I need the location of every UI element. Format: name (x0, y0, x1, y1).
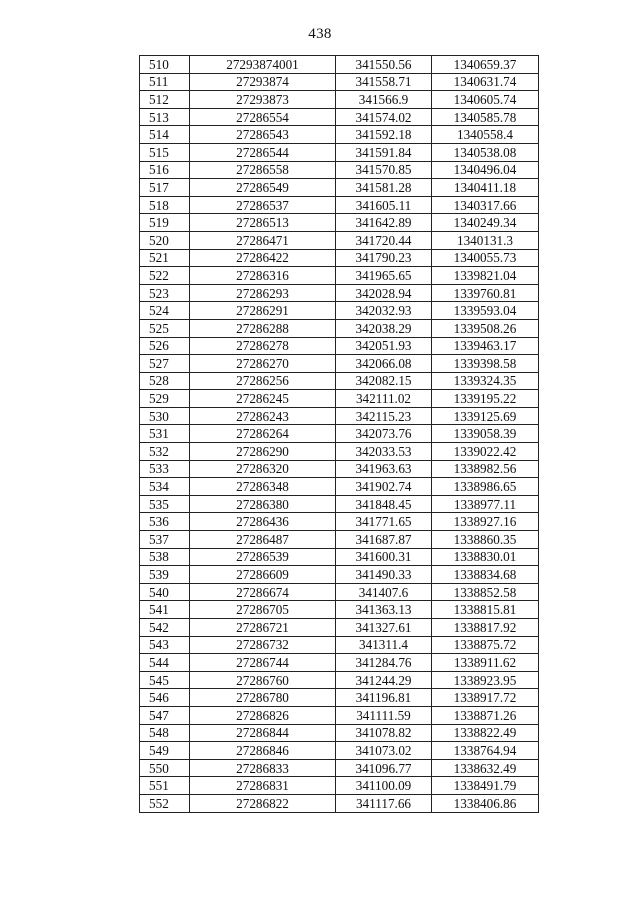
x-coordinate-cell: 341965.65 (336, 267, 432, 285)
x-coordinate-cell: 341848.45 (336, 495, 432, 513)
y-coordinate-cell: 1339593.04 (432, 302, 539, 320)
y-coordinate-cell: 1339760.81 (432, 284, 539, 302)
point-id-cell: 27286380 (190, 495, 336, 513)
table-row (140, 619, 539, 637)
row-number-cell: 513 (140, 108, 190, 126)
y-coordinate-cell: 1340605.74 (432, 91, 539, 109)
point-id-cell: 27286316 (190, 267, 336, 285)
x-coordinate-cell: 341117.66 (336, 794, 432, 812)
x-coordinate-cell: 341284.76 (336, 654, 432, 672)
table-row (140, 231, 539, 249)
x-coordinate-cell: 341642.89 (336, 214, 432, 232)
table-row (140, 460, 539, 478)
x-coordinate-cell: 341244.29 (336, 671, 432, 689)
table-row (140, 196, 539, 214)
x-coordinate-cell: 341687.87 (336, 531, 432, 549)
point-id-cell: 27286264 (190, 425, 336, 443)
table-row (140, 601, 539, 619)
x-coordinate-cell: 341570.85 (336, 161, 432, 179)
point-id-cell: 27286270 (190, 355, 336, 373)
table-row (140, 495, 539, 513)
row-number-cell: 532 (140, 443, 190, 461)
y-coordinate-cell: 1338927.16 (432, 513, 539, 531)
point-id-cell: 27286245 (190, 390, 336, 408)
x-coordinate-cell: 341078.82 (336, 724, 432, 742)
table-row (140, 742, 539, 760)
point-id-cell: 27286831 (190, 777, 336, 795)
row-number-cell: 524 (140, 302, 190, 320)
row-number-cell: 545 (140, 671, 190, 689)
row-number-cell: 552 (140, 794, 190, 812)
point-id-cell: 27286732 (190, 636, 336, 654)
point-id-cell: 27286320 (190, 460, 336, 478)
point-id-cell: 27286513 (190, 214, 336, 232)
table-row (140, 73, 539, 91)
y-coordinate-cell: 1339195.22 (432, 390, 539, 408)
row-number-cell: 550 (140, 759, 190, 777)
point-id-cell: 27286822 (190, 794, 336, 812)
y-coordinate-cell: 1339398.58 (432, 355, 539, 373)
table-row (140, 689, 539, 707)
point-id-cell: 27286674 (190, 583, 336, 601)
row-number-cell: 530 (140, 407, 190, 425)
point-id-cell: 27286243 (190, 407, 336, 425)
y-coordinate-cell: 1338860.35 (432, 531, 539, 549)
table-row (140, 724, 539, 742)
point-id-cell: 27286278 (190, 337, 336, 355)
table-row (140, 56, 539, 74)
point-id-cell: 27286436 (190, 513, 336, 531)
point-id-cell: 27286290 (190, 443, 336, 461)
table-row (140, 91, 539, 109)
point-id-cell: 27293874001 (190, 56, 336, 74)
row-number-cell: 512 (140, 91, 190, 109)
point-id-cell: 27286539 (190, 548, 336, 566)
table-row (140, 478, 539, 496)
y-coordinate-cell: 1339463.17 (432, 337, 539, 355)
row-number-cell: 526 (140, 337, 190, 355)
row-number-cell: 549 (140, 742, 190, 760)
point-id-cell: 27286744 (190, 654, 336, 672)
point-id-cell: 27286558 (190, 161, 336, 179)
y-coordinate-cell: 1338923.95 (432, 671, 539, 689)
y-coordinate-cell: 1340249.34 (432, 214, 539, 232)
x-coordinate-cell: 341591.84 (336, 143, 432, 161)
y-coordinate-cell: 1338491.79 (432, 777, 539, 795)
point-id-cell: 27293874 (190, 73, 336, 91)
row-number-cell: 546 (140, 689, 190, 707)
y-coordinate-cell: 1338815.81 (432, 601, 539, 619)
y-coordinate-cell: 1340496.04 (432, 161, 539, 179)
y-coordinate-cell: 1338911.62 (432, 654, 539, 672)
x-coordinate-cell: 342111.02 (336, 390, 432, 408)
row-number-cell: 542 (140, 619, 190, 637)
x-coordinate-cell: 341196.81 (336, 689, 432, 707)
table-row (140, 108, 539, 126)
y-coordinate-cell: 1338822.49 (432, 724, 539, 742)
row-number-cell: 522 (140, 267, 190, 285)
x-coordinate-cell: 341605.11 (336, 196, 432, 214)
x-coordinate-cell: 341096.77 (336, 759, 432, 777)
row-number-cell: 538 (140, 548, 190, 566)
table-row (140, 249, 539, 267)
table-row (140, 372, 539, 390)
table-row (140, 302, 539, 320)
row-number-cell: 537 (140, 531, 190, 549)
row-number-cell: 517 (140, 179, 190, 197)
table-row (140, 214, 539, 232)
row-number-cell: 520 (140, 231, 190, 249)
y-coordinate-cell: 1339058.39 (432, 425, 539, 443)
row-number-cell: 543 (140, 636, 190, 654)
x-coordinate-cell: 341720.44 (336, 231, 432, 249)
y-coordinate-cell: 1340585.78 (432, 108, 539, 126)
row-number-cell: 536 (140, 513, 190, 531)
y-coordinate-cell: 1338632.49 (432, 759, 539, 777)
table-row (140, 425, 539, 443)
y-coordinate-cell: 1340631.74 (432, 73, 539, 91)
table-row (140, 355, 539, 373)
table-row (140, 179, 539, 197)
row-number-cell: 541 (140, 601, 190, 619)
y-coordinate-cell: 1339125.69 (432, 407, 539, 425)
row-number-cell: 527 (140, 355, 190, 373)
y-coordinate-cell: 1338852.58 (432, 583, 539, 601)
y-coordinate-cell: 1338871.26 (432, 706, 539, 724)
x-coordinate-cell: 341550.56 (336, 56, 432, 74)
x-coordinate-cell: 341566.9 (336, 91, 432, 109)
row-number-cell: 540 (140, 583, 190, 601)
table-row (140, 654, 539, 672)
point-id-cell: 27293873 (190, 91, 336, 109)
x-coordinate-cell: 341790.23 (336, 249, 432, 267)
x-coordinate-cell: 341311.4 (336, 636, 432, 654)
table-row (140, 531, 539, 549)
row-number-cell: 514 (140, 126, 190, 144)
point-id-cell: 27286833 (190, 759, 336, 777)
row-number-cell: 511 (140, 73, 190, 91)
row-number-cell: 516 (140, 161, 190, 179)
row-number-cell: 548 (140, 724, 190, 742)
row-number-cell: 515 (140, 143, 190, 161)
x-coordinate-cell: 342038.29 (336, 319, 432, 337)
y-coordinate-cell: 1340411.18 (432, 179, 539, 197)
x-coordinate-cell: 342028.94 (336, 284, 432, 302)
coordinates-table (139, 55, 539, 813)
y-coordinate-cell: 1338764.94 (432, 742, 539, 760)
point-id-cell: 27286705 (190, 601, 336, 619)
table-row (140, 548, 539, 566)
point-id-cell: 27286549 (190, 179, 336, 197)
x-coordinate-cell: 341574.02 (336, 108, 432, 126)
table-row (140, 671, 539, 689)
point-id-cell: 27286844 (190, 724, 336, 742)
y-coordinate-cell: 1340659.37 (432, 56, 539, 74)
table-row (140, 319, 539, 337)
row-number-cell: 533 (140, 460, 190, 478)
y-coordinate-cell: 1338917.72 (432, 689, 539, 707)
point-id-cell: 27286471 (190, 231, 336, 249)
y-coordinate-cell: 1338834.68 (432, 566, 539, 584)
table-row (140, 161, 539, 179)
point-id-cell: 27286544 (190, 143, 336, 161)
table-row (140, 513, 539, 531)
x-coordinate-cell: 341963.63 (336, 460, 432, 478)
y-coordinate-cell: 1338817.92 (432, 619, 539, 637)
table-body (140, 56, 539, 813)
row-number-cell: 528 (140, 372, 190, 390)
row-number-cell: 525 (140, 319, 190, 337)
x-coordinate-cell: 341363.13 (336, 601, 432, 619)
x-coordinate-cell: 341581.28 (336, 179, 432, 197)
point-id-cell: 27286609 (190, 566, 336, 584)
table-row (140, 777, 539, 795)
point-id-cell: 27286543 (190, 126, 336, 144)
row-number-cell: 534 (140, 478, 190, 496)
x-coordinate-cell: 341327.61 (336, 619, 432, 637)
y-coordinate-cell: 1339022.42 (432, 443, 539, 461)
y-coordinate-cell: 1340131.3 (432, 231, 539, 249)
y-coordinate-cell: 1340317.66 (432, 196, 539, 214)
x-coordinate-cell: 341111.59 (336, 706, 432, 724)
row-number-cell: 531 (140, 425, 190, 443)
row-number-cell: 521 (140, 249, 190, 267)
row-number-cell: 529 (140, 390, 190, 408)
row-number-cell: 544 (140, 654, 190, 672)
x-coordinate-cell: 341490.33 (336, 566, 432, 584)
y-coordinate-cell: 1340558.4 (432, 126, 539, 144)
table-row (140, 337, 539, 355)
point-id-cell: 27286760 (190, 671, 336, 689)
row-number-cell: 523 (140, 284, 190, 302)
x-coordinate-cell: 341407.6 (336, 583, 432, 601)
row-number-cell: 510 (140, 56, 190, 74)
page-number: 438 (308, 26, 332, 42)
x-coordinate-cell: 341073.02 (336, 742, 432, 760)
y-coordinate-cell: 1339821.04 (432, 267, 539, 285)
table-row (140, 636, 539, 654)
table-row (140, 583, 539, 601)
y-coordinate-cell: 1340538.08 (432, 143, 539, 161)
y-coordinate-cell: 1339324.35 (432, 372, 539, 390)
table-row (140, 706, 539, 724)
y-coordinate-cell: 1340055.73 (432, 249, 539, 267)
table-row (140, 566, 539, 584)
table-row (140, 794, 539, 812)
table-row (140, 390, 539, 408)
x-coordinate-cell: 342115.23 (336, 407, 432, 425)
point-id-cell: 27286554 (190, 108, 336, 126)
row-number-cell: 519 (140, 214, 190, 232)
y-coordinate-cell: 1338875.72 (432, 636, 539, 654)
table-row (140, 267, 539, 285)
point-id-cell: 27286293 (190, 284, 336, 302)
row-number-cell: 518 (140, 196, 190, 214)
x-coordinate-cell: 342033.53 (336, 443, 432, 461)
x-coordinate-cell: 341592.18 (336, 126, 432, 144)
row-number-cell: 547 (140, 706, 190, 724)
table-row (140, 126, 539, 144)
point-id-cell: 27286348 (190, 478, 336, 496)
x-coordinate-cell: 342032.93 (336, 302, 432, 320)
point-id-cell: 27286487 (190, 531, 336, 549)
row-number-cell: 539 (140, 566, 190, 584)
x-coordinate-cell: 341902.74 (336, 478, 432, 496)
point-id-cell: 27286846 (190, 742, 336, 760)
x-coordinate-cell: 341771.65 (336, 513, 432, 531)
point-id-cell: 27286291 (190, 302, 336, 320)
y-coordinate-cell: 1338982.56 (432, 460, 539, 478)
x-coordinate-cell: 342066.08 (336, 355, 432, 373)
x-coordinate-cell: 342051.93 (336, 337, 432, 355)
x-coordinate-cell: 342082.15 (336, 372, 432, 390)
point-id-cell: 27286537 (190, 196, 336, 214)
x-coordinate-cell: 341558.71 (336, 73, 432, 91)
y-coordinate-cell: 1338406.86 (432, 794, 539, 812)
y-coordinate-cell: 1338830.01 (432, 548, 539, 566)
row-number-cell: 551 (140, 777, 190, 795)
row-number-cell: 535 (140, 495, 190, 513)
table-row (140, 143, 539, 161)
point-id-cell: 27286422 (190, 249, 336, 267)
x-coordinate-cell: 342073.76 (336, 425, 432, 443)
point-id-cell: 27286826 (190, 706, 336, 724)
table-row (140, 284, 539, 302)
point-id-cell: 27286780 (190, 689, 336, 707)
y-coordinate-cell: 1338986.65 (432, 478, 539, 496)
point-id-cell: 27286256 (190, 372, 336, 390)
point-id-cell: 27286721 (190, 619, 336, 637)
x-coordinate-cell: 341600.31 (336, 548, 432, 566)
y-coordinate-cell: 1338977.11 (432, 495, 539, 513)
y-coordinate-cell: 1339508.26 (432, 319, 539, 337)
x-coordinate-cell: 341100.09 (336, 777, 432, 795)
table-row (140, 759, 539, 777)
point-id-cell: 27286288 (190, 319, 336, 337)
table-row (140, 443, 539, 461)
table-row (140, 407, 539, 425)
